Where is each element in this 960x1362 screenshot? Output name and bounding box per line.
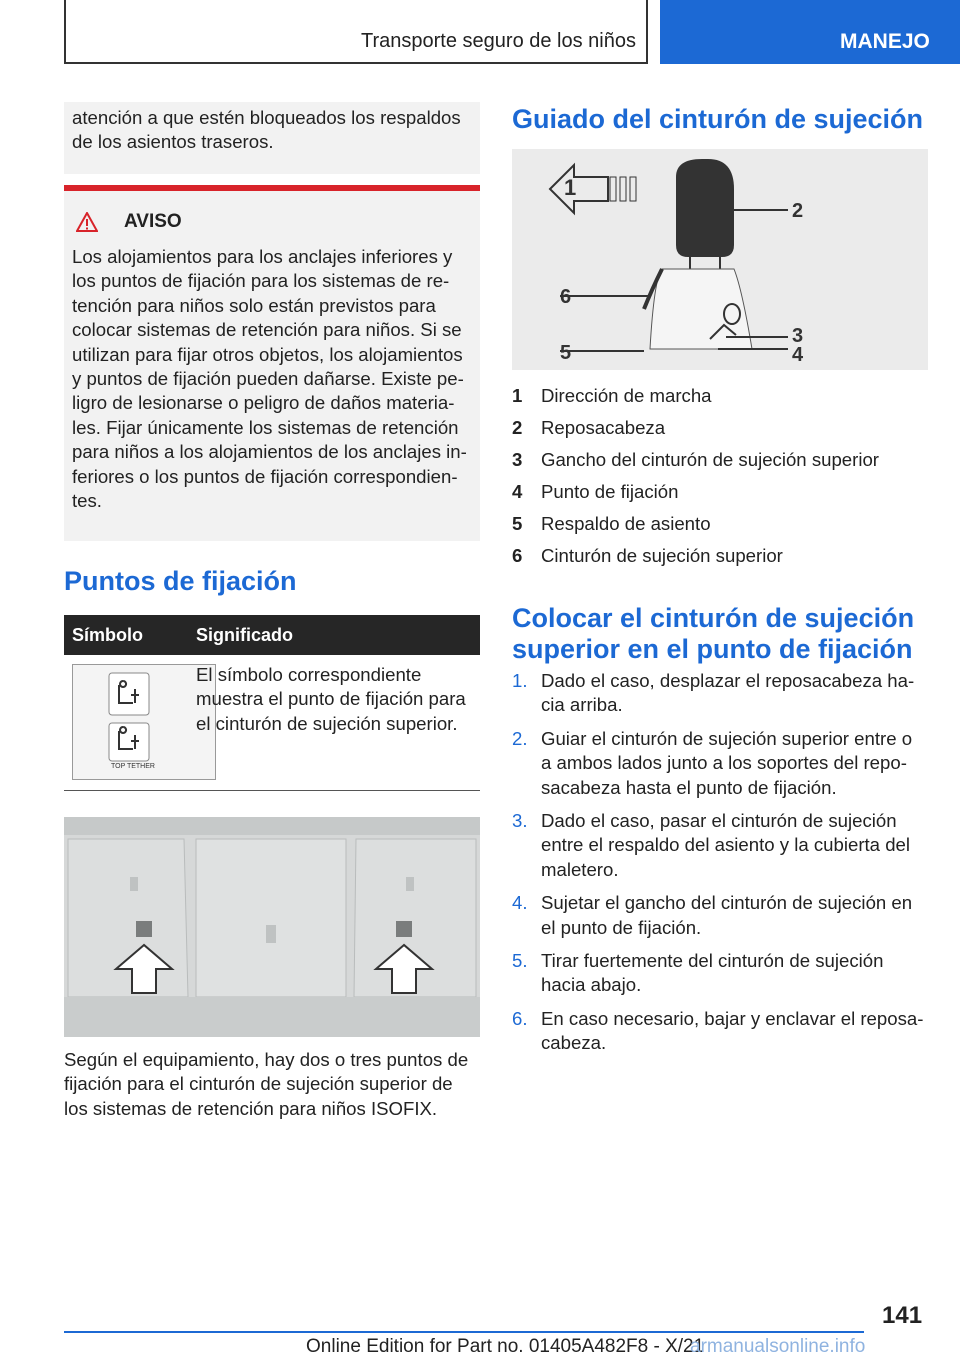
warning-line: feriores o los puntos de fijación correspondien‐ (72, 465, 458, 487)
step-line: entre el respaldo del asiento y la cubierta del (541, 834, 911, 856)
step-number: 4. (512, 892, 528, 914)
diagram-label: 6 (560, 286, 572, 308)
heading-belt-routing: Guiado del cinturón de sujeción (512, 104, 924, 134)
footer-rule (64, 1331, 864, 1333)
symbol-table (64, 615, 480, 655)
warning-line: para niños a los alojamientos de los anclajes in‐ (72, 441, 467, 463)
warning-line: tes. (72, 490, 102, 512)
legend-item (512, 412, 932, 444)
legend-number: 3 (512, 449, 523, 470)
step-line: Sujetar el gancho del cinturón de sujeción en (541, 892, 913, 914)
step-line: Guiar el cinturón de sujeción superior entre o (541, 727, 913, 749)
legend-number: 2 (512, 417, 523, 438)
legend-number: 6 (512, 545, 523, 566)
header-title-box (64, 0, 648, 64)
heading-attach-belt (512, 603, 914, 665)
warning-box (64, 191, 480, 541)
step-item (512, 669, 932, 718)
legend-item (512, 476, 932, 508)
anchor-points-photo (64, 817, 480, 1037)
step-line: cia arriba. (541, 694, 623, 716)
legend-item (512, 380, 932, 412)
step-line: Tirar fuertemente del cinturón de sujeción (541, 950, 884, 972)
watermark-text: armanualsonline.info (690, 1336, 866, 1357)
diagram-label: 5 (560, 342, 572, 364)
meaning-line: muestra el punto de fijación para (196, 688, 466, 710)
warning-line: tención para niños solo están previstos para (72, 294, 436, 316)
step-item (512, 949, 932, 998)
diagram-label: 3 (792, 325, 804, 347)
meaning-line: El símbolo correspondiente (196, 664, 422, 685)
top-tether-label: TOP TETHER (111, 763, 155, 770)
legend-text: Reposacabeza (541, 417, 666, 438)
step-line: Dado el caso, pasar el cinturón de sujeción (541, 810, 897, 832)
intro-box (64, 102, 480, 174)
edition-text: Online Edition for Part no. 01405A482F8 - X/21 (306, 1336, 705, 1357)
top-tether-symbol-icon (73, 665, 215, 779)
heading-line: superior en el punto de fijación (512, 634, 913, 664)
step-line: el punto de fijación. (541, 916, 702, 938)
table-bottom-rule (64, 790, 480, 791)
legend-text: Gancho del cinturón de sujeción superior (541, 449, 879, 470)
header-section-tab (660, 0, 960, 64)
diagram-label: 4 (792, 344, 804, 366)
caption-line: Según el equipamiento, hay dos o tres puntos de (64, 1049, 469, 1070)
step-number: 5. (512, 950, 528, 972)
symbol-cell (72, 664, 216, 780)
caption-line: los sistemas de retención para niños ISOFIX. (64, 1097, 438, 1119)
warning-line: utilizan para fijar otros objetos, los alojamientos (72, 343, 463, 365)
step-item (512, 727, 932, 800)
legend-text: Punto de fijación (541, 481, 679, 502)
step-line: maletero. (541, 858, 619, 880)
warning-line: ligro de lesionarse o peligro de daños materia‐ (72, 392, 455, 414)
step-line: cabeza. (541, 1032, 607, 1054)
warning-line: los puntos de fijación para los sistemas de re‐ (72, 270, 450, 292)
photo-caption (64, 1048, 484, 1121)
table-header-symbol: Símbolo (64, 615, 188, 655)
legend-number: 5 (512, 513, 523, 534)
headrest-diagram (512, 149, 928, 370)
legend-number: 1 (512, 385, 523, 406)
legend-text: Dirección de marcha (541, 385, 712, 406)
meaning-cell (196, 663, 480, 736)
intro-line: atención a que estén bloqueados los respaldos (72, 107, 461, 128)
step-line: hacia abajo. (541, 974, 642, 996)
heading-line: Colocar el cinturón de sujeción (512, 603, 915, 633)
step-number: 2. (512, 727, 528, 749)
step-list (512, 669, 932, 1065)
step-number: 6. (512, 1007, 528, 1029)
intro-line: de los asientos traseros. (72, 131, 274, 153)
step-line: En caso necesario, bajar y enclavar el reposa‐ (541, 1007, 924, 1029)
warning-triangle-icon (76, 212, 98, 232)
warning-title: AVISO (124, 211, 182, 232)
legend-text: Respaldo de asiento (541, 513, 711, 534)
header-title: Transporte seguro de los niños (361, 30, 636, 52)
diagram-label: 1 (564, 175, 577, 200)
step-item (512, 891, 932, 940)
legend-item (512, 540, 932, 572)
legend-text: Cinturón de sujeción superior (541, 545, 783, 566)
step-number: 1. (512, 670, 528, 691)
diagram-legend (512, 380, 932, 572)
step-line: a ambos lados junto a los soportes del repo‐ (541, 752, 907, 774)
diagram-label: 2 (792, 200, 804, 222)
legend-item (512, 508, 932, 540)
warning-line: colocar sistemas de retención para niños. Si se (72, 319, 462, 341)
step-item (512, 809, 932, 882)
step-item (512, 1007, 932, 1056)
legend-number: 4 (512, 481, 523, 502)
table-header-meaning: Significado (188, 615, 480, 655)
meaning-line: el cinturón de sujeción superior. (196, 712, 458, 734)
header-section: MANEJO (840, 30, 930, 53)
legend-item (512, 444, 932, 476)
step-line: sacabeza hasta el punto de fijación. (541, 776, 837, 798)
step-number: 3. (512, 810, 528, 832)
step-line: Dado el caso, desplazar el reposacabeza ha‐ (541, 670, 915, 691)
warning-line: Los alojamientos para los anclajes inferiores y (72, 246, 453, 267)
heading-fixing-points: Puntos de fijación (64, 566, 297, 596)
warning-line: y puntos de fijación pueden dañarse. Existe pe‐ (72, 368, 464, 390)
caption-line: fijación para el cinturón de sujeción superior de (64, 1073, 453, 1095)
page-number: 141 (882, 1302, 923, 1329)
warning-line: les. Fijar únicamente los sistemas de retención (72, 416, 459, 438)
